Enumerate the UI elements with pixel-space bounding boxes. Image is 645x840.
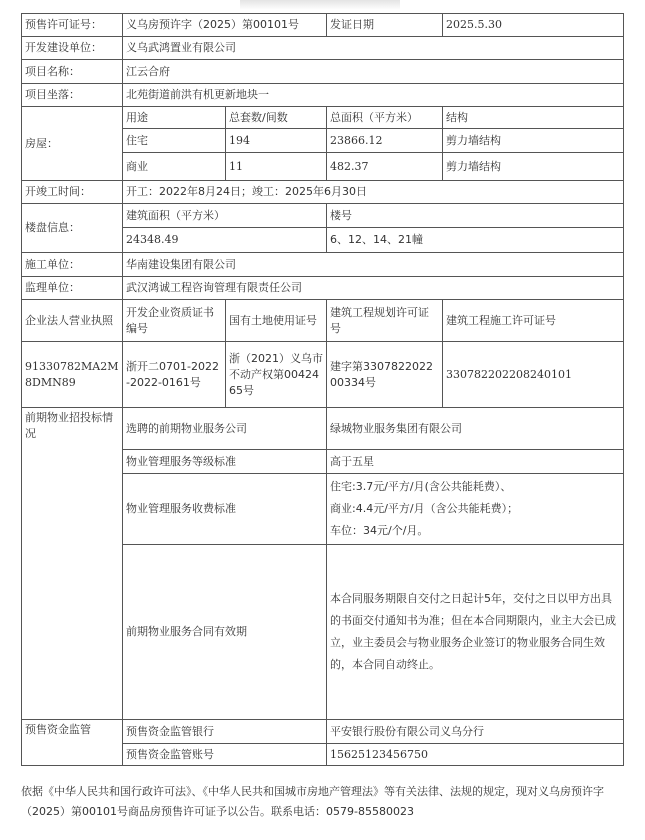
property-fee-label: 物业管理服务收费标准 <box>123 474 327 545</box>
cert-header-land-use: 国有土地使用证号 <box>226 300 327 342</box>
row-contractor <box>22 253 624 277</box>
housing-count: 11 <box>226 153 327 181</box>
project-name-label: 项目名称： <box>22 60 123 84</box>
row-building-header <box>22 204 624 228</box>
housing-use: 商业 <box>123 153 226 181</box>
location-value: 北苑街道前洪有机更新地块一 <box>123 84 624 107</box>
supervisor-label: 监理单位： <box>22 277 123 300</box>
announcement-footer: 依据《中华人民共和国行政许可法》、《中华人民共和国城市房地产管理法》等有关法律、法规的规定，现对义乌房预许字（2025）第00101号商品房预售许可证予以公告。联系电话：0579-85580023 <box>21 785 604 818</box>
housing-structure: 剪力墙结构 <box>443 129 624 153</box>
cert-header-qualification: 开发企业资质证书编号 <box>123 300 226 342</box>
cert-value-qualification: 浙开二0701-2022-2022-0161号 <box>123 342 226 408</box>
presale-license-table <box>21 13 624 766</box>
row-escrow-bank <box>22 720 624 744</box>
row-supervisor <box>22 277 624 300</box>
row-housing-header <box>22 107 624 129</box>
cert-value-business-license: 91330782MA2M8DMN89 <box>22 342 123 408</box>
escrow-bank-label: 预售资金监管银行 <box>123 720 327 744</box>
fee-line-residential: 住宅:3.7元/平方/月(含公共能耗费）、 <box>330 480 512 493</box>
building-area-header: 建筑面积（平方米） <box>123 204 327 228</box>
housing-count: 194 <box>226 129 327 153</box>
housing-header-use: 用途 <box>123 107 226 129</box>
location-label: 项目坐落： <box>22 84 123 107</box>
license-value: 义乌房预许字（2025）第00101号 <box>123 14 327 37</box>
row-construction-time <box>22 181 624 204</box>
building-number-header: 楼号 <box>327 204 624 228</box>
row-certificate-values <box>22 342 624 408</box>
construction-time-value: 开工：2022年8月24日；竣工：2025年6月30日 <box>123 181 624 204</box>
license-label: 预售许可证号： <box>22 14 123 37</box>
contractor-value: 华南建设集团有限公司 <box>123 253 624 277</box>
row-developer <box>22 37 624 60</box>
row-property-company <box>22 408 624 450</box>
property-fee-value <box>327 474 624 545</box>
cert-value-land-use: 浙（2021）义乌市不动产权第0042465号 <box>226 342 327 408</box>
building-area-value: 24348.49 <box>123 228 327 253</box>
row-project-name <box>22 60 624 84</box>
fee-line-commercial: 商业:4.4元/平方/月（含公共能耗费）； <box>330 502 519 515</box>
property-bidding-label: 前期物业招投标情况 <box>22 408 123 720</box>
escrow-bank-value: 平安银行股份有限公司义乌分行 <box>327 720 624 744</box>
property-level-label: 物业管理服务等级标准 <box>123 450 327 474</box>
escrow-account-value: 15625123456750 <box>327 744 624 766</box>
housing-area: 482.37 <box>327 153 443 181</box>
project-name-value: 江云合府 <box>123 60 624 84</box>
property-level-value: 高于五星 <box>327 450 624 474</box>
housing-header-area: 总面积（平方米） <box>327 107 443 129</box>
housing-structure: 剪力墙结构 <box>443 153 624 181</box>
property-contract-value: 本合同服务期限自交付之日起计5年，交付之日以甲方出具的书面交付通知书为准；但在本合同期限内，业主大会已成立，业主委员会与物业服务企业签订的物业服务合同生效的，本合同自动终止。 <box>327 545 624 720</box>
cert-header-planning-permit: 建筑工程规划许可证号 <box>327 300 443 342</box>
row-certificate-headers <box>22 300 624 342</box>
escrow-label: 预售资金监管 <box>22 720 123 766</box>
property-company-label: 选聘的前期物业服务公司 <box>123 408 327 450</box>
building-number-value: 6、12、14、21幢 <box>327 228 624 253</box>
developer-label: 开发建设单位： <box>22 37 123 60</box>
cert-header-business-license: 企业法人营业执照 <box>22 300 123 342</box>
cert-value-construction-permit: 330782202208240101 <box>443 342 624 408</box>
developer-value: 义乌武鸿置业有限公司 <box>123 37 624 60</box>
escrow-account-label: 预售资金监管账号 <box>123 744 327 766</box>
housing-header-count: 总套数/间数 <box>226 107 327 129</box>
row-location <box>22 84 624 107</box>
top-shade <box>240 0 400 10</box>
fee-line-parking: 车位：34元/个/月。 <box>330 524 429 537</box>
cert-header-construction-permit: 建筑工程施工许可证号 <box>443 300 624 342</box>
issue-date-label: 发证日期 <box>327 14 443 37</box>
property-contract-label: 前期物业服务合同有效期 <box>123 545 327 720</box>
housing-area: 23866.12 <box>327 129 443 153</box>
contractor-label: 施工单位： <box>22 253 123 277</box>
construction-time-label: 开竣工时间： <box>22 181 123 204</box>
issue-date-value: 2025.5.30 <box>443 14 624 37</box>
housing-label: 房屋： <box>22 107 123 181</box>
cert-value-planning-permit: 建字第330782202200334号 <box>327 342 443 408</box>
property-company-value: 绿城物业服务集团有限公司 <box>327 408 624 450</box>
housing-header-structure: 结构 <box>443 107 624 129</box>
row-license <box>22 14 624 37</box>
building-info-label: 楼盘信息： <box>22 204 123 253</box>
supervisor-value: 武汉鸿诚工程咨询管理有限责任公司 <box>123 277 624 300</box>
housing-use: 住宅 <box>123 129 226 153</box>
